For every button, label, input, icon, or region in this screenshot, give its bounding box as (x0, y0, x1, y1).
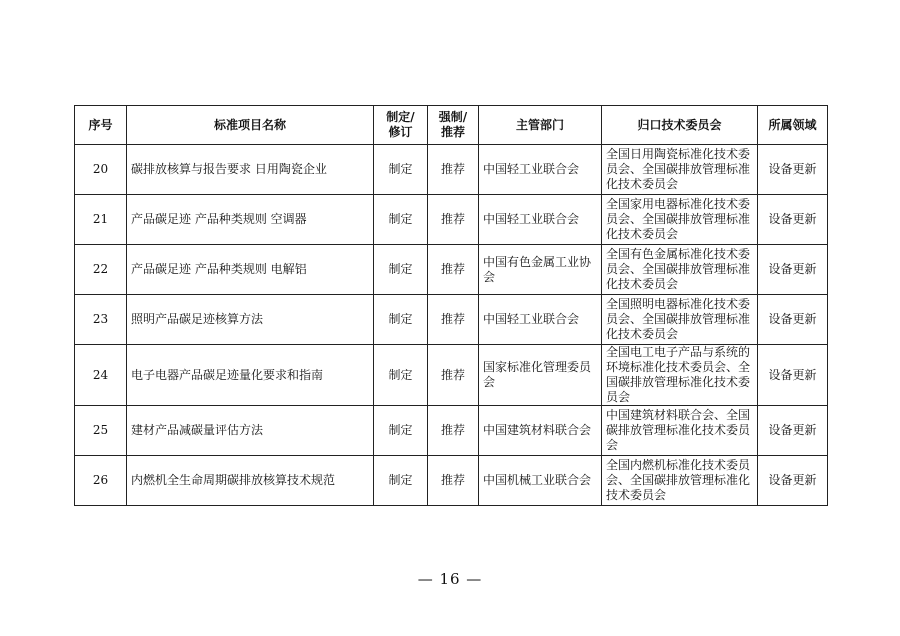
cell-field: 设备更新 (758, 406, 828, 456)
cell-name: 电子电器产品碳足迹量化要求和指南 (127, 345, 374, 406)
standards-table (74, 105, 828, 506)
cell-dept: 中国轻工业联合会 (479, 295, 602, 345)
cell-no: 25 (75, 406, 127, 456)
cell-name: 照明产品碳足迹核算方法 (127, 295, 374, 345)
cell-force: 推荐 (428, 345, 479, 406)
header-committee: 归口技术委员会 (602, 106, 758, 145)
cell-name: 建材产品减碳量评估方法 (127, 406, 374, 456)
cell-committee: 全国照明电器标准化技术委员会、全国碳排放管理标准化技术委员会 (602, 295, 758, 345)
cell-name: 产品碳足迹 产品种类规则 电解铝 (127, 245, 374, 295)
cell-committee: 全国家用电器标准化技术委员会、全国碳排放管理标准化技术委员会 (602, 195, 758, 245)
cell-type: 制定 (374, 245, 428, 295)
header-name: 标准项目名称 (127, 106, 374, 145)
cell-field: 设备更新 (758, 245, 828, 295)
cell-dept: 国家标准化管理委员会 (479, 345, 602, 406)
cell-committee: 全国日用陶瓷标准化技术委员会、全国碳排放管理标准化技术委员会 (602, 145, 758, 195)
cell-field: 设备更新 (758, 195, 828, 245)
cell-no: 24 (75, 345, 127, 406)
cell-name: 内燃机全生命周期碳排放核算技术规范 (127, 456, 374, 506)
cell-dept: 中国建筑材料联合会 (479, 406, 602, 456)
cell-force: 推荐 (428, 245, 479, 295)
cell-field: 设备更新 (758, 145, 828, 195)
cell-force: 推荐 (428, 456, 479, 506)
cell-field: 设备更新 (758, 345, 828, 406)
header-type: 制定/ 修订 (374, 106, 428, 145)
table-row (75, 145, 828, 195)
cell-dept: 中国有色金属工业协会 (479, 245, 602, 295)
table-row (75, 406, 828, 456)
cell-name: 碳排放核算与报告要求 日用陶瓷企业 (127, 145, 374, 195)
cell-committee: 中国建筑材料联合会、全国碳排放管理标准化技术委员会 (602, 406, 758, 456)
header-force: 强制/ 推荐 (428, 106, 479, 145)
cell-force: 推荐 (428, 145, 479, 195)
cell-name: 产品碳足迹 产品种类规则 空调器 (127, 195, 374, 245)
cell-field: 设备更新 (758, 456, 828, 506)
cell-no: 20 (75, 145, 127, 195)
table-row (75, 245, 828, 295)
table-row (75, 295, 828, 345)
cell-type: 制定 (374, 456, 428, 506)
cell-type: 制定 (374, 195, 428, 245)
cell-committee: 全国内燃机标准化技术委员会、全国碳排放管理标准化技术委员会 (602, 456, 758, 506)
cell-field: 设备更新 (758, 295, 828, 345)
cell-dept: 中国轻工业联合会 (479, 145, 602, 195)
header-dept: 主管部门 (479, 106, 602, 145)
table-header-row (75, 106, 828, 145)
cell-committee: 全国电工电子产品与系统的环境标准化技术委员会、全国碳排放管理标准化技术委员会 (602, 345, 758, 406)
table-row (75, 195, 828, 245)
header-no: 序号 (75, 106, 127, 145)
header-field: 所属领域 (758, 106, 828, 145)
cell-force: 推荐 (428, 406, 479, 456)
cell-no: 23 (75, 295, 127, 345)
page-number: — 16 — (417, 570, 483, 588)
cell-type: 制定 (374, 345, 428, 406)
cell-no: 21 (75, 195, 127, 245)
cell-force: 推荐 (428, 295, 479, 345)
cell-dept: 中国机械工业联合会 (479, 456, 602, 506)
table-row (75, 345, 828, 406)
cell-force: 推荐 (428, 195, 479, 245)
cell-no: 22 (75, 245, 127, 295)
cell-committee: 全国有色金属标准化技术委员会、全国碳排放管理标准化技术委员会 (602, 245, 758, 295)
cell-dept: 中国轻工业联合会 (479, 195, 602, 245)
table-row (75, 456, 828, 506)
cell-type: 制定 (374, 406, 428, 456)
cell-type: 制定 (374, 145, 428, 195)
cell-type: 制定 (374, 295, 428, 345)
cell-no: 26 (75, 456, 127, 506)
